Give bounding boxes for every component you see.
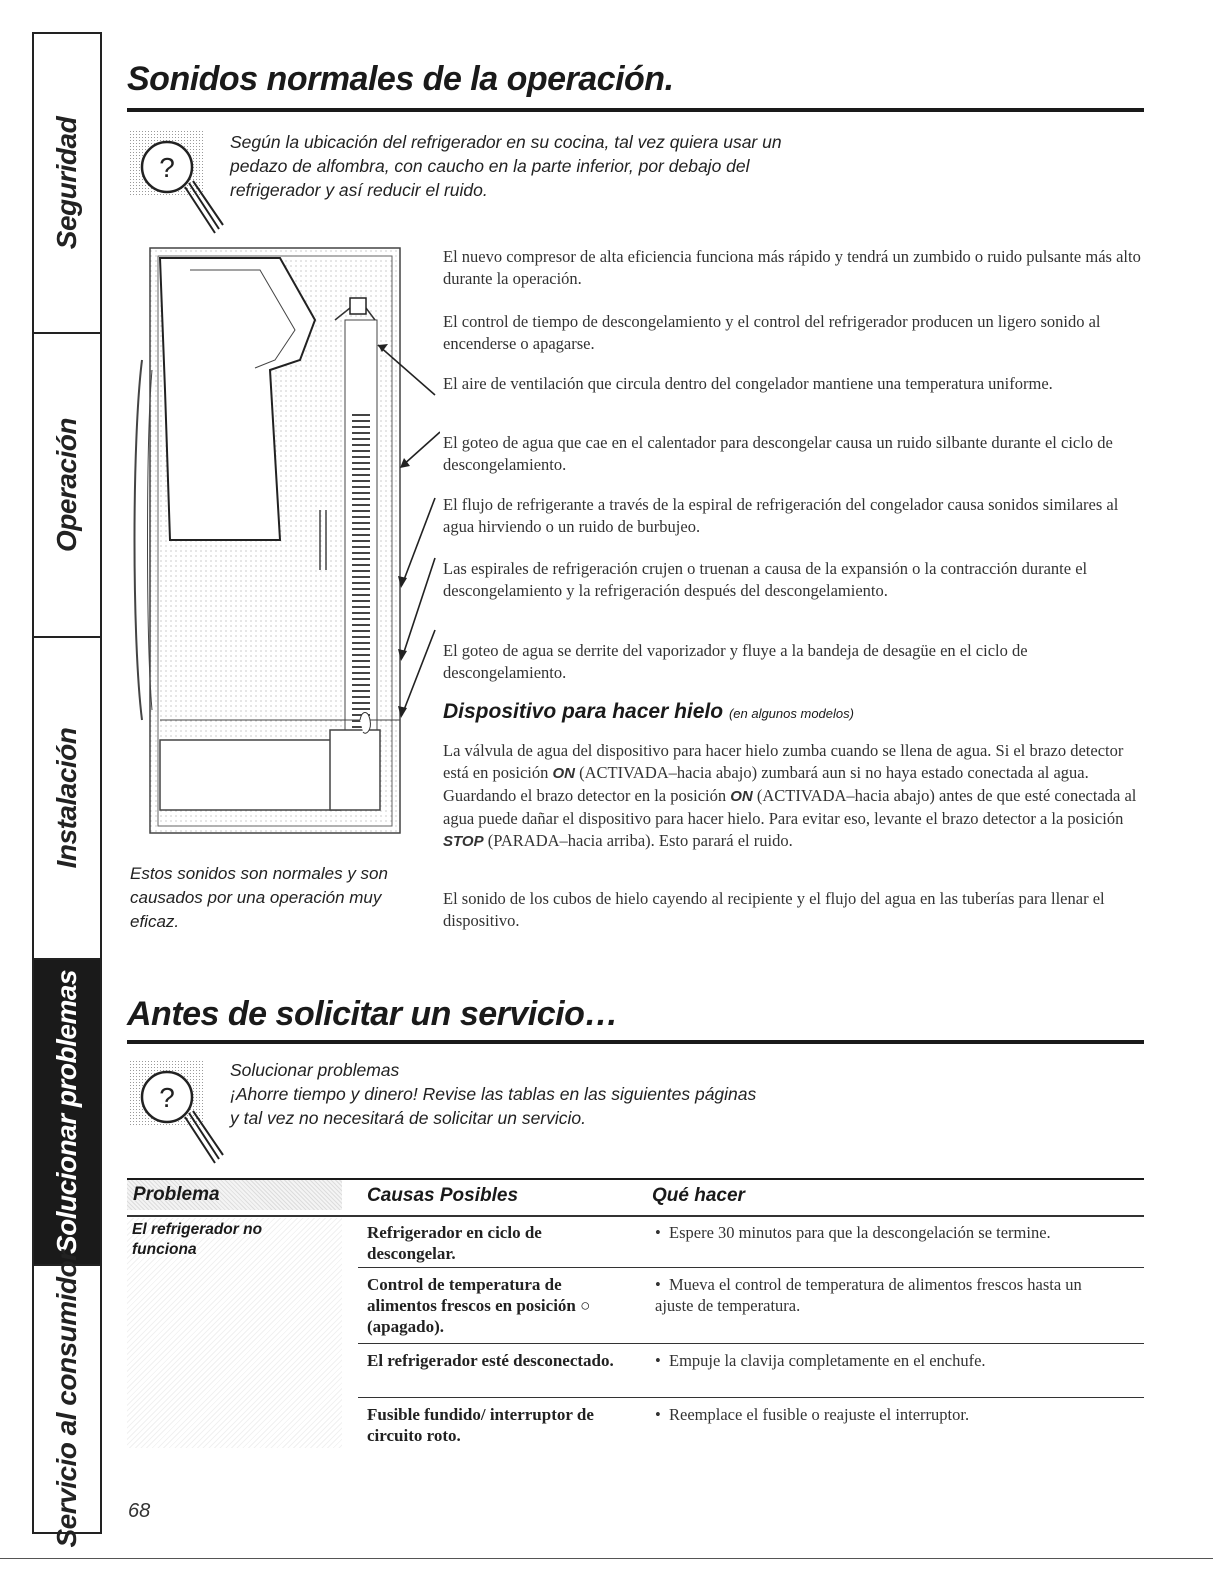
tab-servicio-al-consumidor[interactable] <box>34 1250 100 1548</box>
tab-label: Servicio al consumidor <box>51 1250 82 1548</box>
tab-seguridad[interactable] <box>34 34 100 334</box>
tab-instalacion[interactable] <box>34 638 100 960</box>
title-rule <box>127 108 1144 112</box>
question-icon <box>127 125 227 237</box>
bottom-rule <box>0 1558 1213 1559</box>
cause-cell: Refrigerador en ciclo de descongelar. <box>367 1223 542 1263</box>
stop-label: STOP <box>443 833 484 850</box>
todo-cell: • Reemplace el fusible o reajuste el interruptor. <box>655 1405 970 1424</box>
header-problem: Problema <box>127 1180 342 1210</box>
text-run: (ACTIVADA–hacia abajo) zumbará aun si no haya estado conectada al agua. Guardando el brazo detector en la posición <box>443 763 1089 805</box>
row-rule <box>358 1267 1144 1268</box>
header-causes: Causas Posibles <box>367 1185 519 1206</box>
svg-text:?: ? <box>159 152 175 183</box>
tab-solucionar-problemas[interactable] <box>34 960 100 1266</box>
sound-paragraph: Las espirales de refrigeración crujen o truenan a causa de la expansión o la contracción durante el descongelamiento y la refrigeración después del descongelamiento. <box>443 559 1088 600</box>
tab-operacion[interactable] <box>34 334 100 638</box>
tip-text <box>230 1058 760 1130</box>
tab-label: Solucionar problemas <box>51 969 82 1255</box>
on-label: ON <box>552 765 576 782</box>
icemaker-title: Dispositivo para hacer hielo <box>443 700 724 723</box>
refrigerator-diagram <box>130 240 440 850</box>
todo-text: Empuje la clavija completamente en el enchufe. <box>669 1351 986 1370</box>
todo-text: Mueva el control de temperatura de alimentos frescos hasta un ajuste de temperatura. <box>655 1275 1082 1315</box>
text-run: (PARADA–hacia arriba). Esto parará el ruido. <box>483 831 793 850</box>
header-todo: Qué hacer <box>652 1185 745 1206</box>
page-number: 68 <box>128 1500 151 1522</box>
sound-paragraph: El goteo de agua que cae en el calentador para descongelar causa un ruido silbante durante el ciclo de descongelamiento. <box>443 433 1113 474</box>
tab-label: Operación <box>51 418 82 552</box>
todo-cell: • Espere 30 minutos para que la descongelación se termine. <box>655 1223 1051 1242</box>
title-rule <box>127 1040 1144 1044</box>
text-run: (ACTIVADA–hacia abajo) antes de que esté conectada al agua puede dañar el dispositivo para hacer hielo. Para evitar eso, levante el brazo detector a la posición <box>443 786 1137 828</box>
sound-paragraph: El control de tiempo de descongelamiento y el control del refrigerador producen un ligero sonido al encenderse o apagarse. <box>443 312 1101 353</box>
sound-paragraph: El aire de ventilación que circula dentro del congelador mantiene una temperatura uniforme. <box>443 374 1053 393</box>
section-tab-bar <box>32 32 102 1548</box>
todo-text: Espere 30 minutos para que la descongelación se termine. <box>669 1223 1051 1242</box>
cause-cell: Control de temperatura de alimentos frescos en posición ○ (apagado). <box>367 1275 591 1336</box>
problem-label: El refrigerador no funciona <box>132 1221 263 1258</box>
sound-paragraph: El goteo de agua se derrite del vaporizador y fluye a la bandeja de desagüe en el ciclo de descongelamiento. <box>443 641 1028 682</box>
row-rule <box>358 1343 1144 1344</box>
cause-cell: Fusible fundido/ interruptor de circuito roto. <box>367 1405 594 1445</box>
tab-label: Instalación <box>51 727 82 869</box>
todo-cell: • Empuje la clavija completamente en el enchufe. <box>655 1351 986 1370</box>
svg-text:?: ? <box>159 1082 175 1113</box>
icemaker-paragraph <box>443 740 1143 853</box>
tip-line: ¡Ahorre tiempo y dinero! Revise las tablas en las siguientes páginas y tal vez no necesitará de solicitar un servicio. <box>230 1084 757 1128</box>
todo-cell: • Mueva el control de temperatura de alimentos frescos hasta un ajuste de temperatura. <box>655 1275 1082 1315</box>
diagram-caption: Estos sonidos son normales y son causados por una operación muy eficaz. <box>130 864 388 931</box>
icemaker-paragraph-2: El sonido de los cubos de hielo cayendo al recipiente y el flujo del agua en las tuberías para llenar el dispositivo. <box>443 889 1105 930</box>
text-run: La válvula de agua del dispositivo para hacer hielo zumba cuando se llena de agua. Si el brazo detector está en posición <box>443 741 1124 782</box>
section-title-servicio: Antes de solicitar un servicio… <box>127 995 618 1033</box>
section-title-sonidos: Sonidos normales de la operación. <box>127 60 674 98</box>
row-rule <box>358 1397 1144 1398</box>
cause-cell: El refrigerador esté desconectado. <box>367 1351 614 1370</box>
header-rule <box>127 1215 1144 1217</box>
sound-paragraph: El flujo de refrigerante a través de la espiral de refrigeración del congelador causa sonidos similares al agua hirviendo o un ruido de burbujeo. <box>443 495 1119 536</box>
tab-label: Seguridad <box>51 116 82 250</box>
icemaker-note: (en algunos modelos) <box>728 706 854 721</box>
todo-text: Reemplace el fusible o reajuste el interruptor. <box>669 1405 970 1424</box>
question-icon <box>127 1055 227 1167</box>
tip-line: Solucionar problemas <box>230 1060 400 1080</box>
icemaker-heading <box>443 700 854 724</box>
sound-paragraph: El nuevo compresor de alta eficiencia funciona más rápido y tendrá un zumbido o ruido pulsante más alto durante la operación. <box>443 247 1141 288</box>
on-label: ON <box>730 788 753 805</box>
tip-text: Según la ubicación del refrigerador en su cocina, tal vez quiera usar un pedazo de alfombra, con caucho en la parte inferior, por debajo del refrigerador y así reducir el ruido. <box>230 132 782 200</box>
